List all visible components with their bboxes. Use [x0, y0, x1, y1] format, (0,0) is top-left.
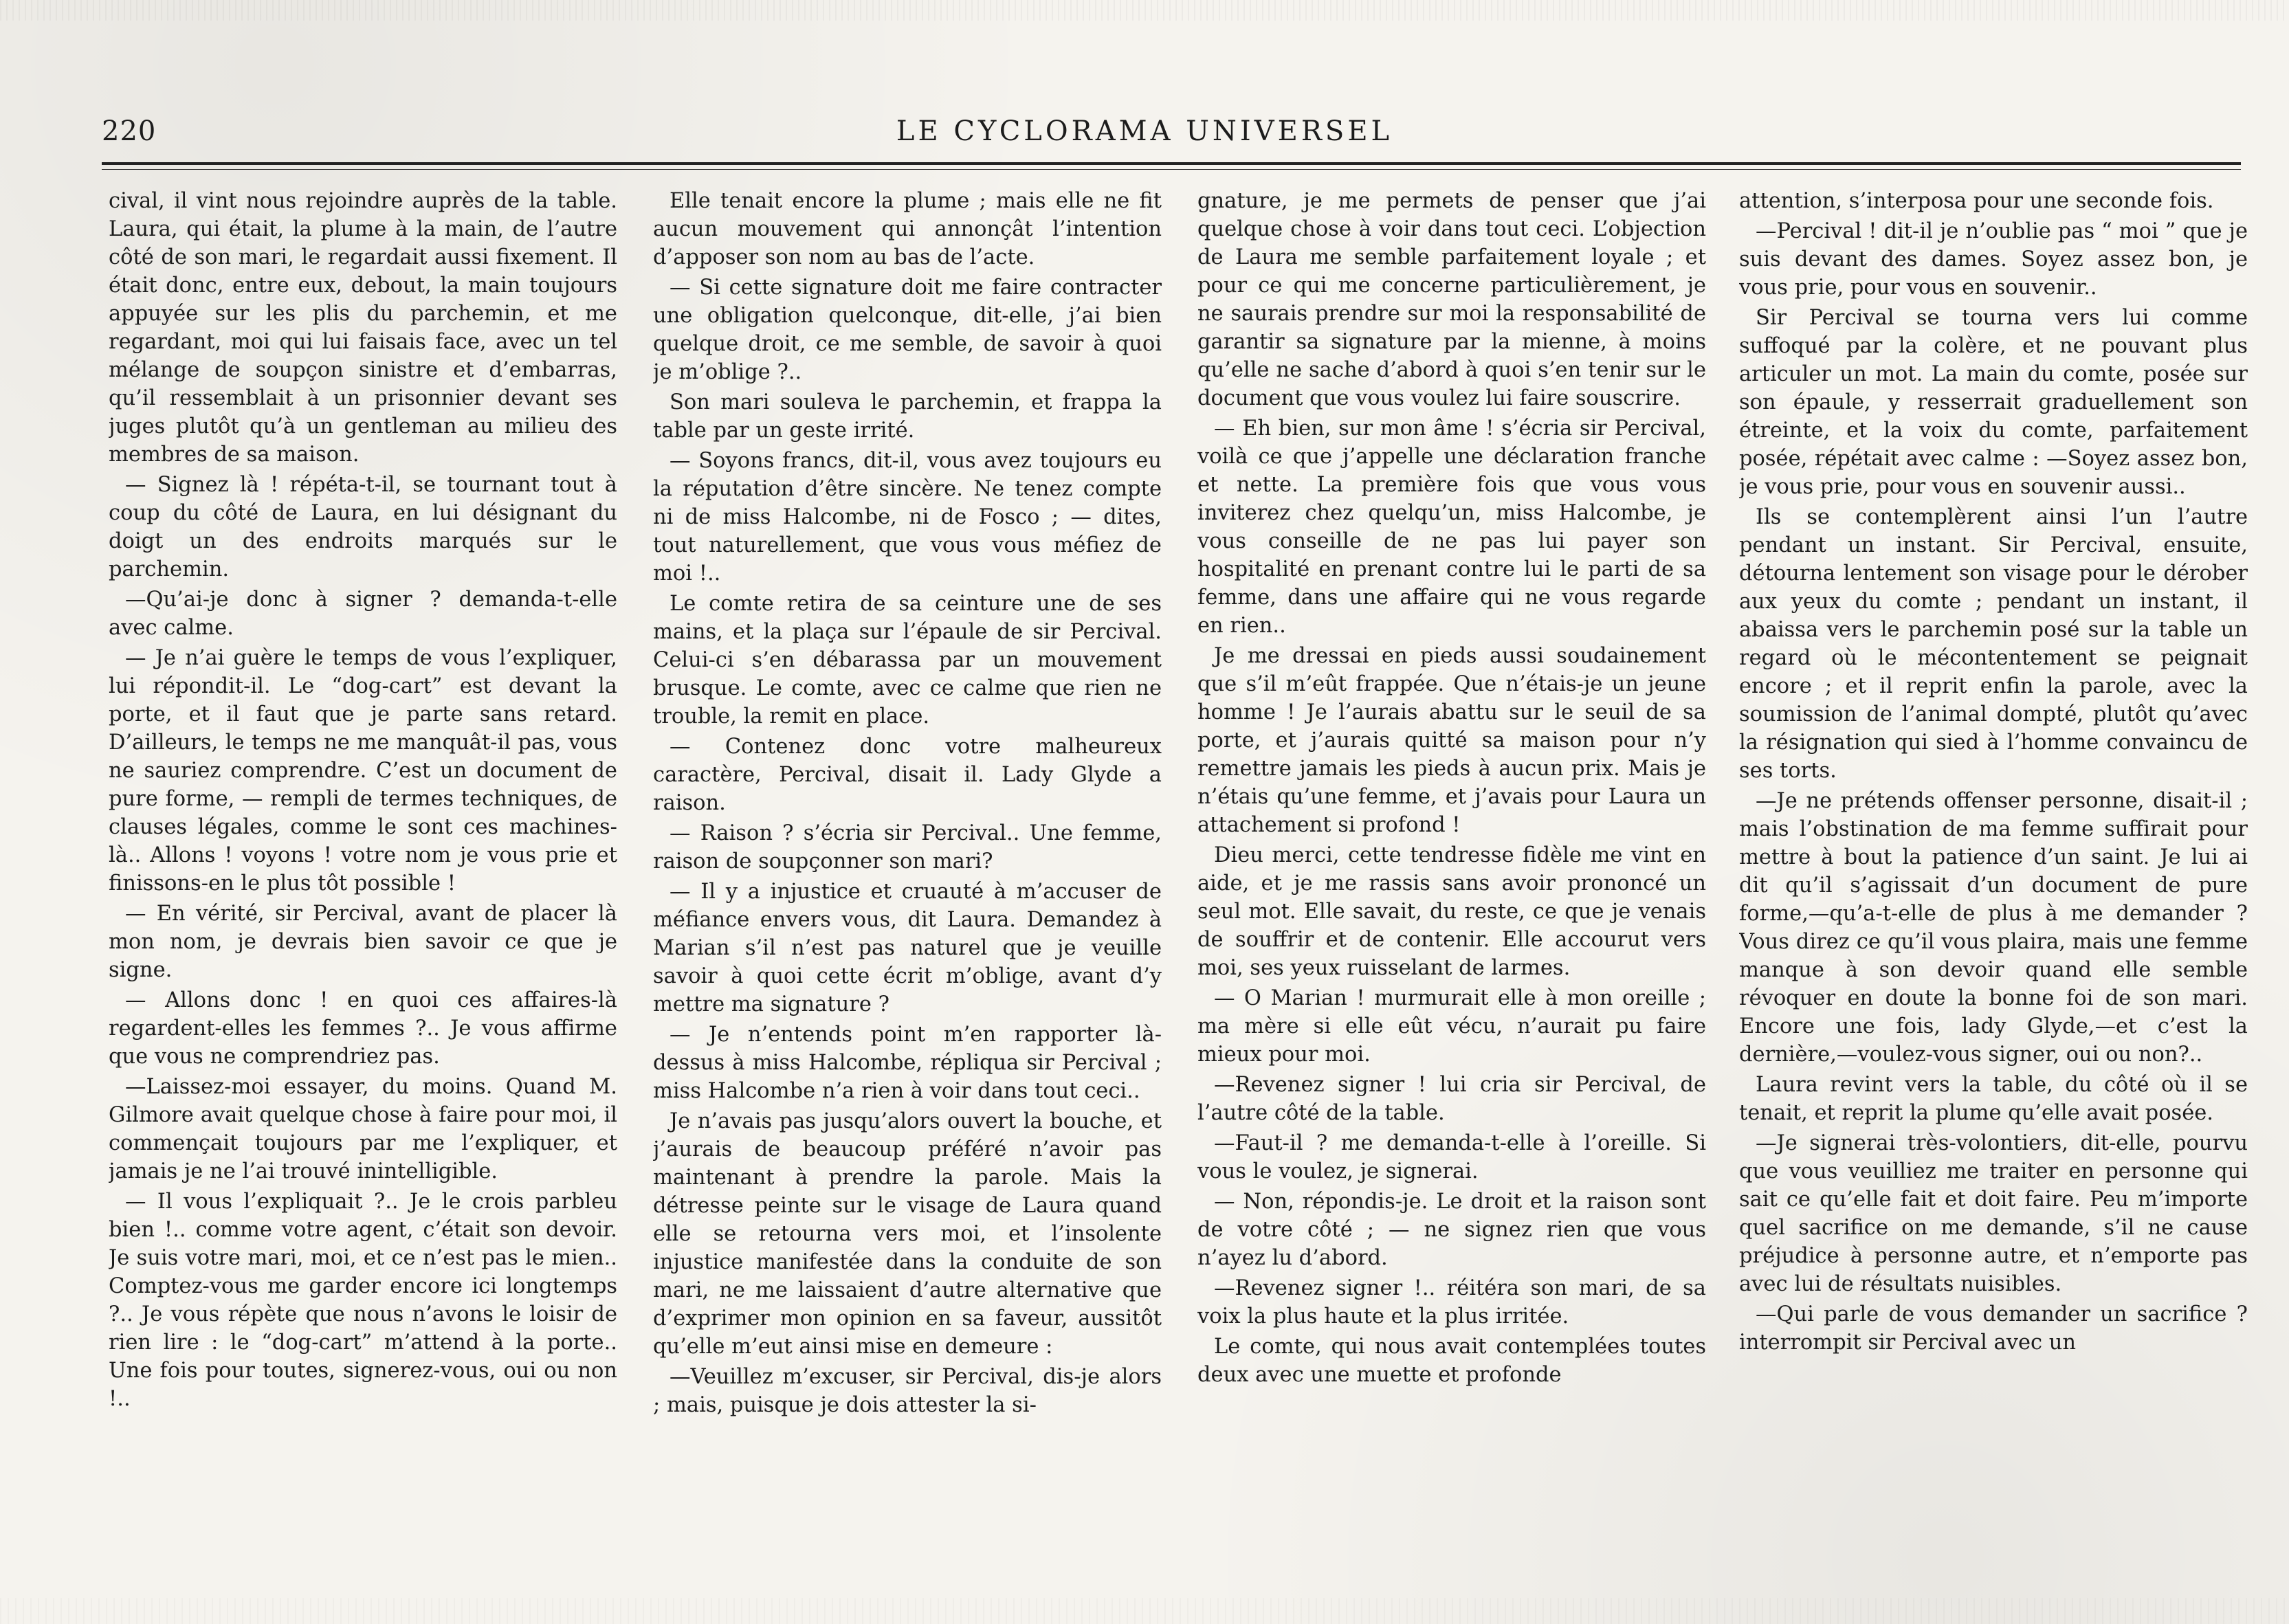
- paragraph: Le comte retira de sa ceinture une de ses mains, et la plaça sur l’épaule de sir Percival. Celui-ci s’en débarassa par un mouvement brusque. Le comte, avec ce calme que rien ne trouble, la remit en place.: [653, 592, 1162, 728]
- text-column-1: [109, 187, 617, 1575]
- paragraph: — O Marian ! murmurait elle à mon oreille ; ma mère si elle eût vécu, n’aurait pu faire mieux pour moi.: [1197, 986, 1706, 1067]
- paragraph: — Non, répondis-je. Le droit et la raison sont de votre côté ; — ne signez rien que vous n’ayez lu d’abord.: [1197, 1190, 1706, 1270]
- paragraph: Je n’avais pas jusqu’alors ouvert la bouche, et j’aurais de beaucoup préféré n’avoir pas maintenant à prendre la parole. Mais la détresse peinte sur le visage de Laura quand elle se retourna vers moi, et l’insolente injustice manifestée dans la conduite de son mari, ne me laissaient d’autre alternative que d’exprimer mon opinion en sa faveur, aussitôt qu’elle m’eut ainsi mise en demeure :: [653, 1109, 1162, 1359]
- scan-noise-top: [0, 0, 2289, 21]
- paragraph: — Je n’entends point m’en rapporter là-dessus à miss Halcombe, répliqua sir Percival ; miss Halcombe n’a rien à voir dans tout ceci..: [653, 1023, 1162, 1103]
- paragraph: — Eh bien, sur mon âme ! s’écria sir Percival, voilà ce que j’appelle une déclaration franche et nette. La première fois que vous vous inviterez chez quelqu’un, miss Halcombe, je vous conseille de ne pas lui payer son hospitalité en prenant contre lui le parti de sa femme, dans une affaire qui ne vous regarde en rien..: [1197, 416, 1706, 638]
- text-column-2: [653, 187, 1162, 1575]
- paragraph: —Faut-il ? me demanda-t-elle à l’oreille. Si vous le voulez, je signerai.: [1197, 1131, 1706, 1183]
- text-column-4: [1739, 187, 2248, 1575]
- scan-noise-bottom: [0, 1598, 2289, 1624]
- paragraph: — Il y a injustice et cruauté à m’accuser de méfiance envers vous, dit Laura. Demandez à Marian s’il n’est pas naturel que je veuille savoir à quoi cette écrit m’oblige, avant d’y mettre ma signature ?: [653, 880, 1162, 1016]
- paragraph: Son mari souleva le parchemin, et frappa la table par un geste irrité.: [653, 390, 1162, 443]
- paragraph: — Si cette signature doit me faire contracter une obligation quelconque, dit-elle, j’ai bien quelque droit, ce me semble, de savoir à quoi je m’oblige ?..: [653, 276, 1162, 384]
- paragraph: —Veuillez m’excuser, sir Percival, dis-je alors ; mais, puisque je dois attester la si-: [653, 1365, 1162, 1417]
- paragraph: — Je n’ai guère le temps de vous l’expliquer, lui répondit-il. Le “dog-cart” est devant la porte, et il faut que je parte sans retard. D’ailleurs, le temps ne me manquât-il pas, vous ne sauriez comprendre. C’est un document de pure forme, — rempli de termes techniques, de clauses légales, comme le sont ces machines-là.. Allons ! voyons ! votre nom je vous prie et finissons-en le plus tôt possible !: [109, 646, 617, 896]
- running-head: LE CYCLORAMA UNIVERSEL: [896, 115, 1393, 147]
- paragraph: attention, s’interposa pour une seconde fois.: [1739, 189, 2214, 213]
- paragraph: cival, il vint nous rejoindre auprès de la table. Laura, qui était, la plume à la main, de l’autre côté de son mari, le regardait aussi fixement. Il était donc, entre eux, debout, la main toujours appuyée sur les plis du parchemin, et me regardant, moi qui lui faisais face, avec un tel mélange de soupçon sinistre et d’embarras, qu’il ressemblait à un prisonnier devant ses juges plutôt qu’à un gentleman au milieu des membres de sa maison.: [109, 189, 617, 467]
- paragraph: — Signez là ! répéta-t-il, se tournant tout à coup du côté de Laura, en lui désignant du doigt un des endroits marqués sur le parchemin.: [109, 473, 617, 581]
- paragraph: Le comte, qui nous avait contemplées toutes deux avec une muette et profonde: [1197, 1335, 1706, 1387]
- paragraph: gnature, je me permets de penser que j’ai quelque chose à voir dans tout ceci. L’objection de Laura me semble parfaitement loyale ; et pour ce qui me concerne particulièrement, je ne saurais prendre sur moi la responsabilité de garantir sa signature par la mienne, à moins qu’elle ne sache d’abord à quoi s’en tenir sur le document que vous voulez lui faire souscrire.: [1197, 189, 1706, 410]
- paragraph: —Qui parle de vous demander un sacrifice ? interrompit sir Percival avec un: [1739, 1302, 2248, 1355]
- paragraph: —Laissez-moi essayer, du moins. Quand M. Gilmore avait quelque chose à faire pour moi, il commençait toujours par me l’expliquer, et jamais je ne l’ai trouvé inintelligible.: [109, 1075, 617, 1183]
- paragraph: — En vérité, sir Percival, avant de placer là mon nom, je devrais bien savoir ce que je signe.: [109, 902, 617, 982]
- paragraph: —Je signerai très-volontiers, dit-elle, pourvu que vous veuilliez me traiter en personne qui sait ce qu’elle fait et doit faire. Peu m’importe quel sacrifice on me demande, s’il ne cause préjudice à personne autre, et n’emporte pas avec lui de résultats nuisibles.: [1739, 1131, 2248, 1296]
- text-column-3: [1197, 187, 1706, 1575]
- paragraph: Dieu merci, cette tendresse fidèle me vint en aide, et je me rassis sans avoir prononcé un seul mot. Elle savait, du reste, ce que je venais de souffrir et de contenir. Elle accourut vers moi, ses yeux ruisselant de larmes.: [1197, 843, 1706, 980]
- paragraph: Laura revint vers la table, du côté où il se tenait, et reprit la plume qu’elle avait posée.: [1739, 1073, 2248, 1125]
- header-rule-thin: [102, 169, 2241, 170]
- header-rule-thick: [102, 162, 2241, 165]
- paragraph: — Contenez donc votre malheureux caractère, Percival, disait il. Lady Glyde a raison.: [653, 735, 1162, 815]
- paragraph: —Je ne prétends offenser personne, disait-il ; mais l’obstination de ma femme suffirait pour mettre à bout la patience d’un saint. Je lui ai dit qu’il s’agissait d’un document de pure forme,—qu’a-t-elle de plus à me demander ? Vous direz ce qu’il vous plaira, mais une femme manque à son devoir quand elle semble révoquer en doute la bonne foi de son mari. Encore une fois, lady Glyde,—et c’est la dernière,—voulez-vous signer, oui ou non?..: [1739, 789, 2248, 1067]
- paragraph: Sir Percival se tourna vers lui comme suffoqué par la colère, et ne pouvant plus articuler un mot. La main du comte, posée sur son épaule, y resserrait graduellement son étreinte, et la voix du comte, parfaitement posée, répétait avec calme : —Soyez assez bon, je vous prie, pour vous en souvenir aussi..: [1739, 306, 2248, 499]
- paragraph: —Revenez signer !.. réitéra son mari, de sa voix la plus haute et la plus irritée.: [1197, 1276, 1706, 1328]
- paragraph: — Soyons francs, dit-il, vous avez toujours eu la réputation d’être sincère. Ne tenez compte ni de miss Halcombe, ni de Fosco ; — dites, tout naturellement, que vous vous méfiez de moi !..: [653, 449, 1162, 586]
- paragraph: Elle tenait encore la plume ; mais elle ne fit aucun mouvement qui annonçât l’intention d’apposer son nom au bas de l’acte.: [653, 189, 1162, 269]
- paragraph: — Il vous l’expliquait ?.. Je le crois parbleu bien !.. comme votre agent, c’était son devoir. Je suis votre mari, moi, et ce n’est pas le mien.. Comptez-vous me garder encore ici longtemps ?.. Je vous répète que nous n’avons le loisir de rien lire : le “dog-cart” m’attend à la porte.. Une fois pour toutes, signerez-vous, oui ou non !..: [109, 1190, 617, 1411]
- page-number: 220: [102, 115, 157, 147]
- paragraph: —Qu’ai-je donc à signer ? demanda-t-elle avec calme.: [109, 588, 617, 640]
- paragraph: —Percival ! dit-il je n’oublie pas “ moi ” que je suis devant des dames. Soyez assez bon, je vous prie, pour vous en souvenir..: [1739, 219, 2248, 300]
- paragraph: —Revenez signer ! lui cria sir Percival, de l’autre côté de la table.: [1197, 1073, 1706, 1125]
- paragraph: — Raison ? s’écria sir Percival.. Une femme, raison de soupçonner son mari?: [653, 821, 1162, 874]
- paragraph: Je me dressai en pieds aussi soudainement que s’il m’eût frappée. Que n’étais-je un jeune homme ! Je l’aurais abattu sur le seuil de sa porte, et j’aurais quitté sa maison pour n’y remettre jamais les pieds à aucun prix. Mais je n’étais qu’une femme, et j’avais pour Laura un attachement si profond !: [1197, 644, 1706, 837]
- paragraph: — Allons donc ! en quoi ces affaires-là regardent-elles les femmes ?.. Je vous affirme que vous ne comprendriez pas.: [109, 988, 617, 1069]
- paragraph: Ils se contemplèrent ainsi l’un l’autre pendant un instant. Sir Percival, ensuite, détourna lentement son visage pour le dérober aux yeux du comte ; pendant un instant, il abaissa vers le parchemin posé sur la table un regard où le mécontentement se peignait encore ; et il reprit enfin la parole, avec la soumission de l’animal dompté, plutôt qu’avec la résignation qui sied à l’homme convaincu de ses torts.: [1739, 505, 2248, 783]
